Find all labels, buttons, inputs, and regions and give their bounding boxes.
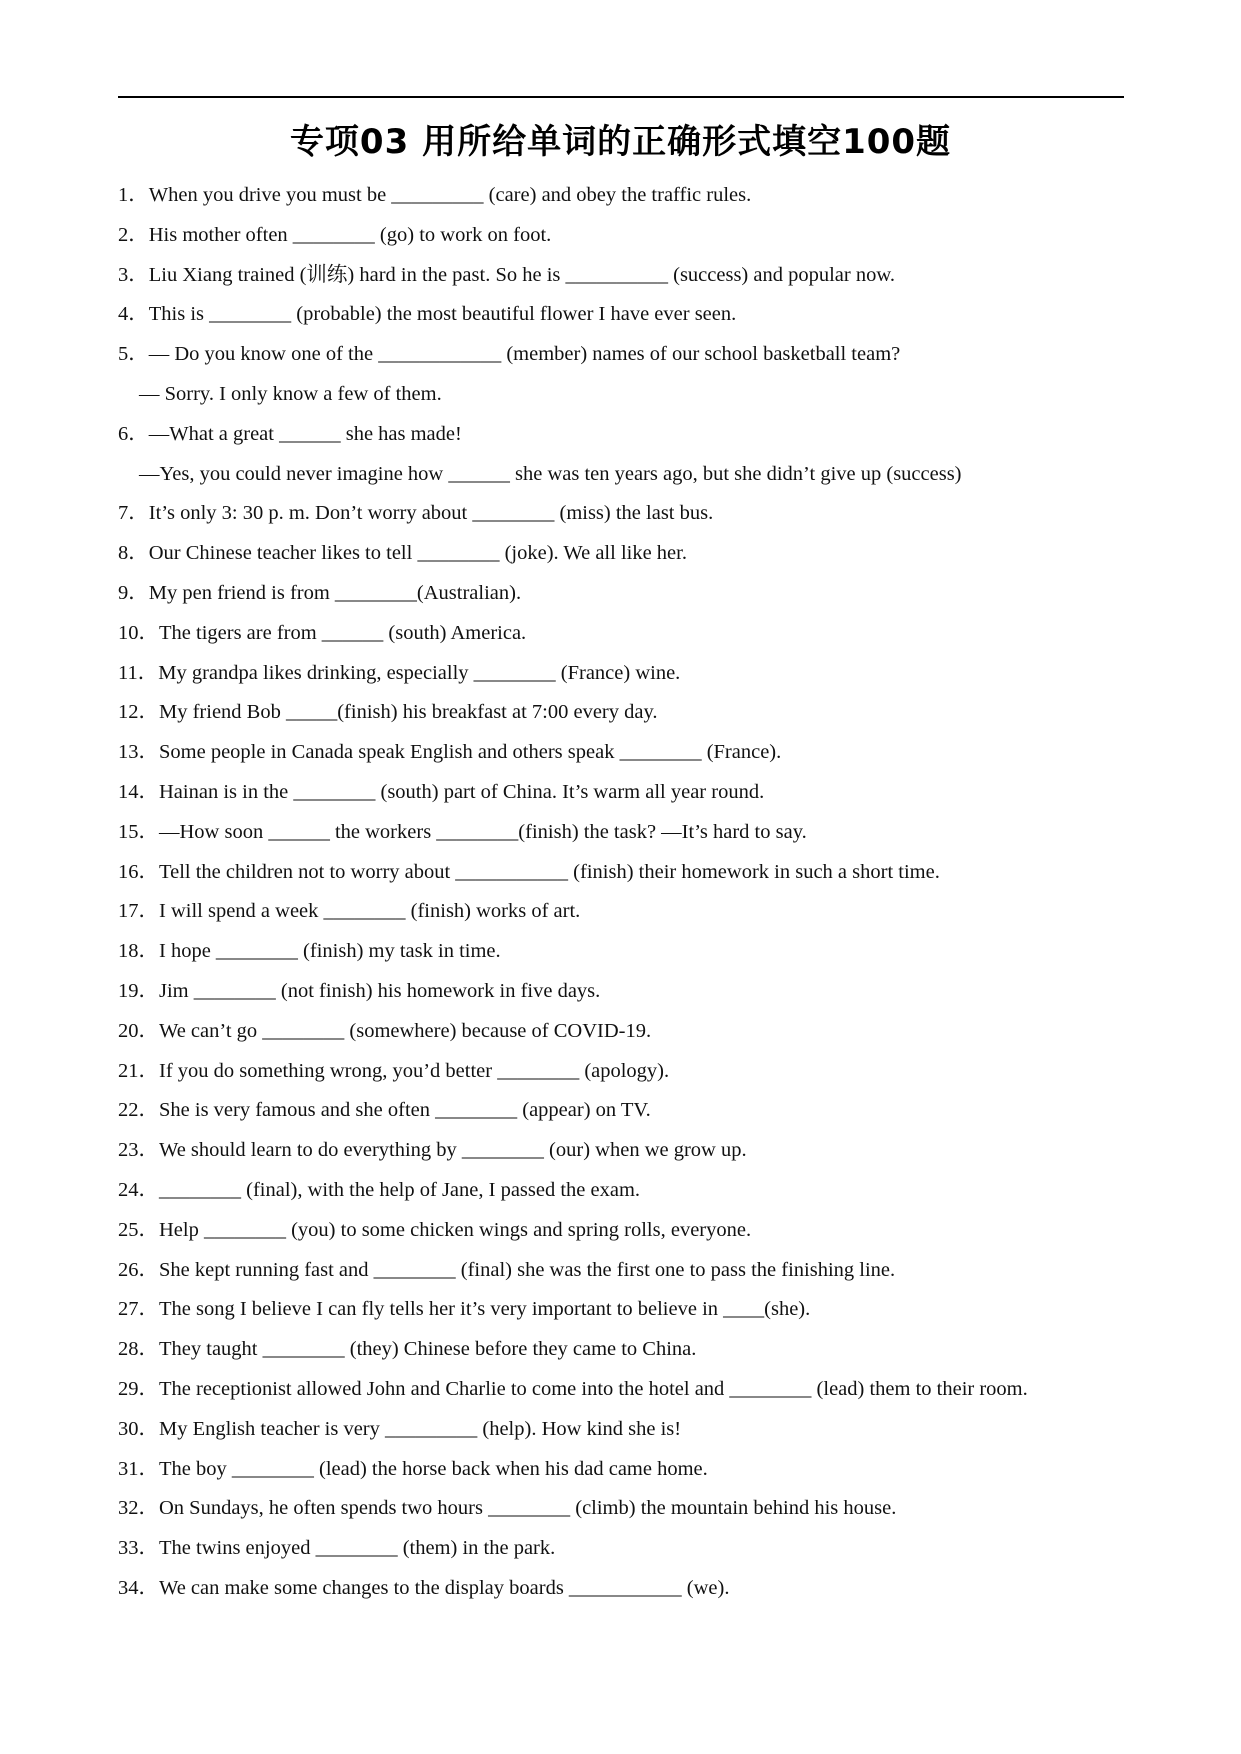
question-text: Our Chinese teacher likes to tell ________ (joke). We all like her.	[148, 542, 687, 565]
question-item	[118, 936, 1128, 976]
question-text: The boy ________ (lead) the horse back when his dad came home.	[159, 1457, 708, 1480]
question-list	[118, 180, 1128, 1613]
question-item	[118, 339, 1128, 379]
question-text: ________ (final), with the help of Jane, I passed the exam.	[159, 1178, 641, 1201]
question-text: The twins enjoyed ________ (them) in the park.	[159, 1537, 556, 1560]
question-item	[118, 737, 1128, 777]
question-text: —Yes, you could never imagine how ______ she was ten years ago, but she didn’t give up (success)	[139, 462, 962, 485]
question-number: 12．	[118, 701, 159, 724]
question-number: 28．	[118, 1338, 159, 1361]
question-text: The receptionist allowed John and Charlie to come into the hotel and ________ (lead) them to their room.	[159, 1377, 1028, 1400]
question-number: 32．	[118, 1497, 159, 1520]
question-item	[118, 419, 1128, 459]
question-text: She is very famous and she often ________ (appear) on TV.	[159, 1099, 651, 1122]
page-title: 专项03 用所给单词的正确形式填空100题	[289, 122, 952, 162]
question-number: 26．	[118, 1258, 159, 1281]
question-text: His mother often ________ (go) to work on foot.	[148, 223, 552, 246]
question-text: I hope ________ (finish) my task in time.	[159, 940, 501, 963]
question-number: 17．	[118, 900, 159, 923]
question-item	[118, 697, 1128, 737]
question-item	[118, 1294, 1128, 1334]
question-item	[118, 578, 1128, 618]
question-text: —What a great ______ she has made!	[148, 422, 462, 445]
question-text: My grandpa likes drinking, especially ________ (France) wine.	[158, 661, 681, 684]
question-item	[118, 1334, 1128, 1374]
question-number: 16．	[118, 860, 159, 883]
question-number: 30．	[118, 1417, 159, 1440]
question-item	[118, 1175, 1128, 1215]
question-continuation	[118, 459, 1128, 499]
question-number: 22．	[118, 1099, 159, 1122]
question-text: — Do you know one of the ____________ (member) names of our school basketball team?	[148, 343, 901, 366]
question-item	[118, 1095, 1128, 1135]
question-text: The song I believe I can fly tells her it’s very important to believe in ____(she).	[159, 1298, 811, 1321]
question-item	[118, 538, 1128, 578]
question-item	[118, 976, 1128, 1016]
question-item	[118, 1573, 1128, 1613]
question-number: 11．	[118, 661, 159, 684]
question-number: 33．	[118, 1537, 159, 1560]
question-item	[118, 896, 1128, 936]
question-number: 9．	[118, 581, 149, 604]
question-text: My pen friend is from ________(Australian).	[148, 581, 522, 604]
question-number: 1．	[118, 184, 149, 206]
question-text: On Sundays, he often spends two hours ________ (climb) the mountain behind his house.	[159, 1497, 897, 1520]
question-text: Some people in Canada speak English and others speak ________ (France).	[159, 741, 782, 764]
question-item	[118, 817, 1128, 857]
question-number: 29．	[118, 1377, 159, 1400]
question-item	[118, 857, 1128, 897]
question-text: My friend Bob _____(finish) his breakfast at 7:00 every day.	[159, 701, 658, 724]
question-text: Liu Xiang trained (训练) hard in the past. So he is __________ (success) and popular now.	[148, 263, 895, 286]
question-number: 34．	[118, 1576, 159, 1599]
question-number: 5．	[118, 343, 149, 366]
question-item	[118, 1135, 1128, 1175]
question-number: 4．	[118, 303, 149, 326]
question-number: 8．	[118, 542, 149, 565]
question-text: She kept running fast and ________ (final) she was the first one to pass the finishing line.	[159, 1258, 896, 1281]
question-text: Help ________ (you) to some chicken wings and spring rolls, everyone.	[159, 1218, 752, 1241]
question-item	[118, 299, 1128, 339]
question-item	[118, 777, 1128, 817]
question-item	[118, 1374, 1128, 1414]
question-text: Hainan is in the ________ (south) part of China. It’s warm all year round.	[159, 780, 765, 803]
question-number: 31．	[118, 1457, 159, 1480]
question-text: Tell the children not to worry about ___________ (finish) their homework in such a short time.	[159, 860, 940, 883]
question-number: 21．	[118, 1059, 159, 1082]
question-text: It’s only 3: 30 p. m. Don’t worry about ________ (miss) the last bus.	[148, 502, 714, 525]
question-text: I will spend a week ________ (finish) works of art.	[159, 900, 581, 923]
question-continuation	[118, 379, 1128, 419]
header-rule	[118, 96, 1124, 98]
question-text: This is ________ (probable) the most beautiful flower I have ever seen.	[148, 303, 737, 326]
question-text: —How soon ______ the workers ________(finish) the task? —It’s hard to say.	[159, 820, 807, 843]
question-item	[118, 658, 1128, 698]
question-number: 10．	[118, 621, 159, 644]
question-item	[118, 1056, 1128, 1096]
question-number: 13．	[118, 741, 159, 764]
question-number: 23．	[118, 1139, 159, 1162]
question-number: 6．	[118, 422, 149, 445]
question-item	[118, 618, 1128, 658]
question-item	[118, 1255, 1128, 1295]
question-text: — Sorry. I only know a few of them.	[139, 382, 442, 405]
question-text: We should learn to do everything by ________ (our) when we grow up.	[159, 1139, 747, 1162]
question-item	[118, 220, 1128, 260]
question-number: 18．	[118, 940, 159, 963]
question-number: 2．	[118, 223, 149, 246]
question-item	[118, 1414, 1128, 1454]
question-item	[118, 1493, 1128, 1533]
question-number: 3．	[118, 263, 149, 286]
question-item	[118, 260, 1128, 300]
question-text: If you do something wrong, you’d better ________ (apology).	[159, 1059, 670, 1082]
question-text: We can’t go ________ (somewhere) because of COVID-19.	[159, 1019, 652, 1042]
question-item	[118, 180, 1128, 220]
question-number: 24．	[118, 1178, 159, 1201]
question-number: 7．	[118, 502, 149, 525]
question-item	[118, 1215, 1128, 1255]
question-number: 27．	[118, 1298, 159, 1321]
question-number: 20．	[118, 1019, 159, 1042]
question-text: We can make some changes to the display boards ___________ (we).	[159, 1576, 730, 1599]
question-item	[118, 1016, 1128, 1056]
question-text: Jim ________ (not finish) his homework in five days.	[159, 979, 601, 1002]
question-number: 14．	[118, 780, 159, 803]
question-text: They taught ________ (they) Chinese before they came to China.	[159, 1338, 697, 1361]
question-item	[118, 1533, 1128, 1573]
question-item	[118, 498, 1128, 538]
question-number: 15．	[118, 820, 159, 843]
question-number: 19．	[118, 979, 159, 1002]
question-item	[118, 1454, 1128, 1494]
question-text: My English teacher is very _________ (help). How kind she is!	[159, 1417, 682, 1440]
question-text: The tigers are from ______ (south) America.	[159, 621, 527, 644]
question-number: 25．	[118, 1218, 159, 1241]
question-text: When you drive you must be _________ (care) and obey the traffic rules.	[148, 184, 752, 206]
